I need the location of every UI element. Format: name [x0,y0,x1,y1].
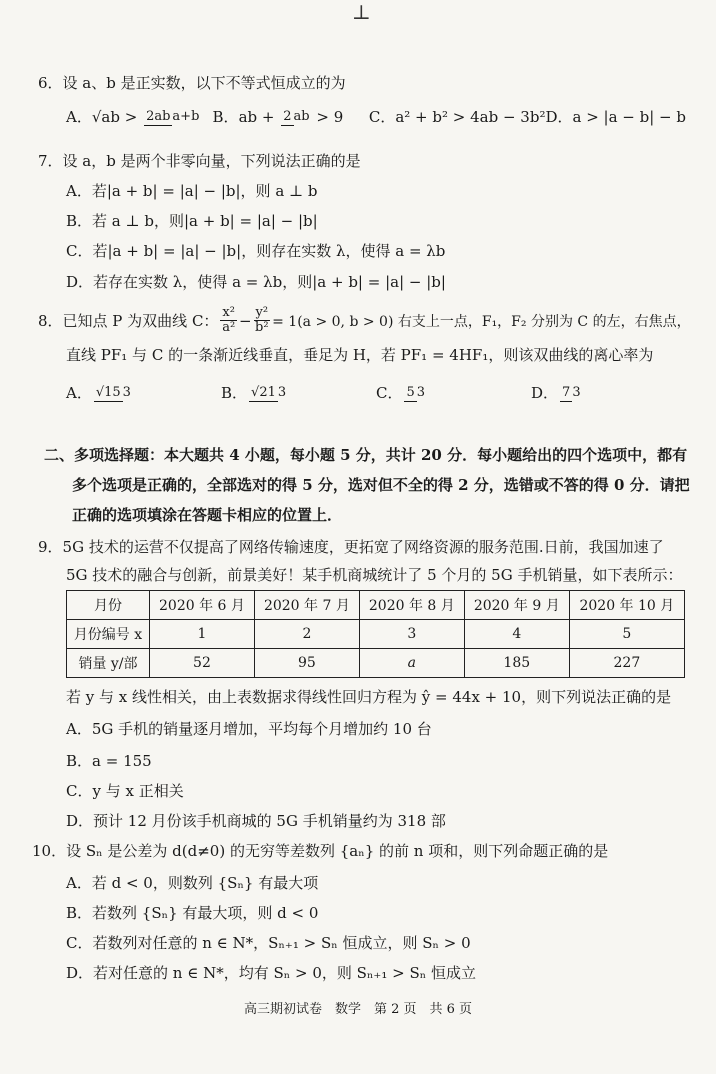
q8-x-num: x² [222,305,235,320]
q10-option-a: A．若 d < 0，则数列 {Sₙ} 有最大项 [66,874,319,892]
q6-b-rhs: > 9 [316,108,344,126]
q8-b-num: √21 [251,385,276,401]
q9-line2: 5G 技术的融合与创新，前景美好！某手机商城统计了 5 个月的 5G 手机销量，如下表所示： [66,566,683,584]
q6-option-a [66,106,213,127]
table-cell: a [359,649,464,678]
q8-a-den: 3 [122,385,131,401]
q6-option-d: D．a > |a − b| − b [545,108,686,126]
q10-stem: 10．设 Sₙ 是公差为 d(d≠0) 的无穷等差数列 {aₙ} 的前 n 项和，则下列命题正确的是 [32,842,609,860]
q6-a-num: 2ab [146,109,171,125]
q8-b-den: 3 [277,385,287,401]
q6-options [66,106,686,127]
q10-option-b: B．若数列 {Sₙ} 有最大项，则 d < 0 [66,904,319,922]
q6-a-fraction [144,110,199,125]
table-cell: 月份编号 x [67,620,150,649]
table-cell: 2020 年 6 月 [150,591,255,620]
q8-d-label: D． [531,384,559,402]
page-footer: 高三期初试卷 数学 第 2 页 共 6 页 [243,1002,473,1017]
binding-mark: ⊥ [352,0,371,24]
q10-option-c: C．若数列对任意的 n ∈ N*，Sₙ₊₁ > Sₙ 恒成立，则 Sₙ > 0 [66,934,471,952]
q8-c-fraction [404,386,425,401]
q6-b-num: 2 [283,109,292,125]
q9-option-c: C．y 与 x 正相关 [66,782,184,800]
table-row [67,620,685,649]
q6-b-fraction [281,110,309,125]
table-cell: 2020 年 10 月 [569,591,684,620]
q8-b-fraction [249,386,286,401]
q7-option-d: D．若存在实数 λ，使得 a = λb，则|a + b| = |a| − |b| [66,273,446,291]
section2-line1: 二、多项选择题：本大题共 4 小题，每小题 5 分，共计 20 分．每小题给出的四个选项中，都有 [44,446,688,464]
q8-minus: − [238,311,252,330]
q8-stem [38,306,691,336]
q8-x-den: a² [222,320,236,336]
section2-line2: 多个选项是正确的，全部选对的得 5 分，选对但不全的得 2 分，选错或不答的得 0 分．请把 [72,476,690,494]
q9-option-b: B．a = 155 [66,752,152,770]
q8-option-a [66,382,221,403]
q8-stem-suffix: = 1(a > 0, b > 0) 右支上一点，F₁，F₂ 分别为 C 的左，右焦点， [272,313,691,330]
table-cell: 4 [464,620,569,649]
q9-option-a: A．5G 手机的销量逐月增加，平均每个月增加约 10 台 [66,720,432,738]
q8-d-fraction [560,386,581,401]
table-row [67,591,685,620]
q8-d-den: 3 [572,385,581,401]
q7-option-b: B．若 a ⊥ b，则|a + b| = |a| − |b| [66,212,318,230]
sales-table [66,590,685,678]
q8-y-fraction [254,306,271,336]
q8-c-label: C． [376,384,403,402]
q7-stem: 7．设 a，b 是两个非零向量，下列说法正确的是 [38,152,361,170]
q8-a-fraction [94,386,131,401]
table-row [67,649,685,678]
q8-option-b [221,382,376,403]
q8-line2: 直线 PF₁ 与 C 的一条渐近线垂直，垂足为 H，若 PF₁ = 4HF₁，则该双曲线的离心率为 [66,346,654,364]
q6-stem: 6．设 a、b 是正实数，以下不等式恒成立的为 [38,74,346,92]
q6-a-lhs: √ab > [91,108,138,126]
q8-options [66,382,686,403]
q6-b-label: B． [212,108,239,126]
q8-a-label: A． [66,384,92,402]
q8-x-fraction [220,306,237,336]
q8-c-den: 3 [416,385,426,401]
table-cell: 2020 年 8 月 [359,591,464,620]
q8-a-num: √15 [95,385,121,401]
q8-c-num: 5 [406,385,415,401]
q9-line3: 若 y 与 x 线性相关，由上表数据求得线性回归方程为 ŷ = 44x + 10，则下列说法正确的是 [66,688,672,706]
table-cell: 2 [254,620,359,649]
q6-b-den: ab [293,109,310,125]
q6-option-c: C．a² + b² > 4ab − 3b² [368,108,546,126]
q6-b-lhs: ab + [238,108,275,126]
q6-option-b [213,106,369,127]
table-cell: 3 [359,620,464,649]
q7-option-c: C．若|a + b| = |a| − |b|，则存在实数 λ，使得 a = λb [66,242,446,260]
table-cell: 2020 年 7 月 [254,591,359,620]
q6-a-label: A． [66,108,92,126]
table-cell: 52 [150,649,255,678]
q6-a-den: a+b [172,109,200,125]
q8-y-den: b² [255,320,269,336]
table-cell: 95 [254,649,359,678]
q9-option-d: D．预计 12 月份该手机商城的 5G 手机销量约为 318 部 [66,812,446,830]
q7-option-a: A．若|a + b| = |a| − |b|，则 a ⊥ b [66,182,318,200]
table-cell: 2020 年 9 月 [464,591,569,620]
q8-option-c [376,382,531,403]
q8-y-num: y² [255,305,269,320]
table-cell: 227 [569,649,684,678]
q8-stem-prefix: 8．已知点 P 为双曲线 C： [38,312,219,331]
table-cell: 1 [150,620,255,649]
section2-line3: 正确的选项填涂在答题卡相应的位置上． [72,506,343,524]
q10-option-d: D．若对任意的 n ∈ N*，均有 Sₙ > 0，则 Sₙ₊₁ > Sₙ 恒成立 [66,964,477,982]
table-cell: 185 [464,649,569,678]
table-cell: 5 [569,620,684,649]
q8-b-label: B． [221,384,248,402]
q8-d-num: 7 [562,385,571,401]
q8-option-d [531,382,583,403]
q9-line1: 9．5G 技术的运营不仅提高了网络传输速度，更拓宽了网络资源的服务范围.日前，我国加速了 [38,538,664,556]
table-cell: 销量 y/部 [67,649,150,678]
table-cell: 月份 [67,591,150,620]
